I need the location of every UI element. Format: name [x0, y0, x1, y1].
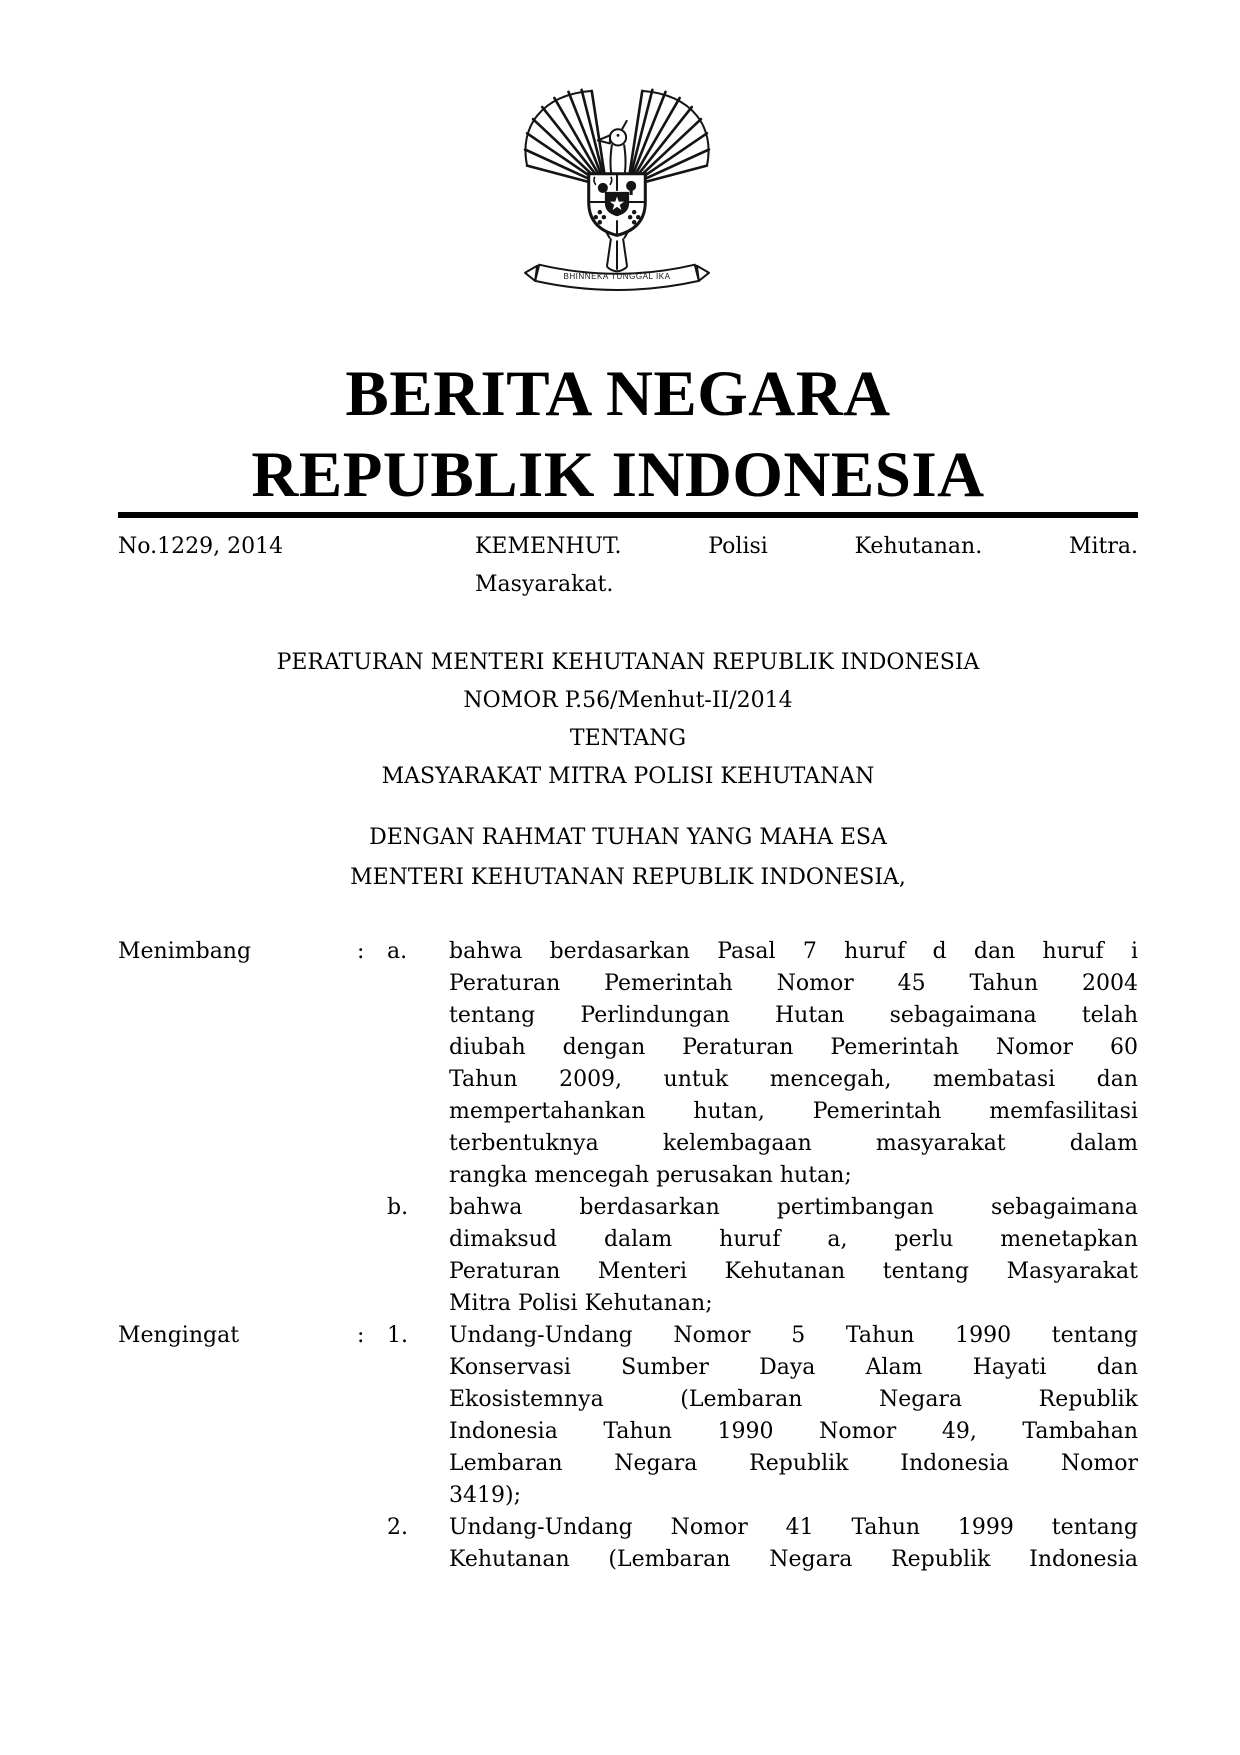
clause-section-label: Mengingat	[118, 1323, 240, 1348]
masthead-subject-line: Masyarakat.	[475, 572, 614, 597]
clause-line: diubah dengan Peraturan Pemerintah Nomor 60	[449, 1035, 1138, 1060]
clause-line: 3419);	[449, 1483, 521, 1508]
clause-line: tentang Perlindungan Hutan sebagaimana telah	[449, 1003, 1138, 1028]
clause-row	[118, 1320, 1138, 1512]
clause-line: Ekosistemnya (Lembaran Negara Republik	[449, 1387, 1138, 1412]
clause-colon: :	[357, 1323, 365, 1348]
masthead-row	[118, 528, 1138, 604]
invocation-line1: DENGAN RAHMAT TUHAN YANG MAHA ESA	[369, 825, 887, 850]
clause-line: Indonesia Tahun 1990 Nomor 49, Tambahan	[449, 1419, 1138, 1444]
clause-marker: 2.	[387, 1515, 408, 1540]
clause-line: Undang-Undang Nomor 5 Tahun 1990 tentang	[449, 1323, 1138, 1348]
emblem-banner-text: BHINNEKA TUNGGAL IKA	[563, 271, 671, 281]
gazette-number: No.1229, 2014	[118, 534, 284, 559]
clause-marker: b.	[387, 1195, 409, 1220]
clause-text	[449, 936, 1138, 1192]
clause-row	[118, 1192, 1138, 1320]
clause-line: mempertahankan hutan, Pemerintah memfasilitasi	[449, 1099, 1138, 1124]
garuda-pancasila-emblem	[521, 86, 713, 310]
clause-line: Konservasi Sumber Daya Alam Hayati dan	[449, 1355, 1138, 1380]
regulation-title	[118, 644, 1138, 796]
clause-line: bahwa berdasarkan pertimbangan sebagaimana	[449, 1195, 1138, 1220]
clause-line: bahwa berdasarkan Pasal 7 huruf d dan huruf i	[449, 939, 1138, 964]
clause-line: Peraturan Pemerintah Nomor 45 Tahun 2004	[449, 971, 1138, 996]
regulation-title-line2: NOMOR P.56/Menhut-II/2014	[463, 688, 793, 713]
clause-line: Tahun 2009, untuk mencegah, membatasi dan	[449, 1067, 1138, 1092]
clause-line: Lembaran Negara Republik Indonesia Nomor	[449, 1451, 1138, 1476]
clause-marker: a.	[387, 939, 408, 964]
clause-section-label	[118, 1512, 357, 1576]
clause-line: rangka mencegah perusakan hutan;	[449, 1163, 852, 1188]
clause-line: terbentuknya kelembagaan masyarakat dalam	[449, 1131, 1138, 1156]
regulation-title-line4: MASYARAKAT MITRA POLISI KEHUTANAN	[381, 764, 875, 789]
invocation-line2: MENTERI KEHUTANAN REPUBLIK INDONESIA,	[350, 865, 906, 890]
masthead-subject	[475, 528, 1138, 604]
garuda-emblem-drawing	[521, 86, 713, 310]
gazette-title	[0, 354, 1236, 516]
clause-row	[118, 936, 1138, 1192]
regulation-title-line3: TENTANG	[569, 726, 687, 751]
masthead-rule	[118, 512, 1138, 518]
clause-line: Kehutanan (Lembaran Negara Republik Indonesia	[449, 1547, 1138, 1572]
clause-section-label: Menimbang	[118, 939, 252, 964]
clause-text	[449, 1320, 1138, 1512]
clause-colon	[357, 1512, 387, 1576]
clause-text	[449, 1512, 1138, 1576]
clause-line: dimaksud dalam huruf a, perlu menetapkan	[449, 1227, 1138, 1252]
clause-line: Undang-Undang Nomor 41 Tahun 1999 tentang	[449, 1515, 1138, 1540]
regulation-body	[118, 936, 1138, 1576]
gazette-title-line1: BERITA NEGARA	[345, 358, 891, 430]
masthead-subject-line: KEMENHUT. Polisi Kehutanan. Mitra.	[475, 534, 1138, 559]
clause-section-label	[118, 1192, 357, 1320]
clause-text	[449, 1192, 1138, 1320]
clause-colon: :	[357, 939, 365, 964]
clause-row	[118, 1512, 1138, 1576]
gazette-title-line2: REPUBLIK INDONESIA	[251, 439, 985, 511]
clause-line: Peraturan Menteri Kehutanan tentang Masyarakat	[449, 1259, 1138, 1284]
clause-marker: 1.	[387, 1323, 408, 1348]
regulation-title-line1: PERATURAN MENTERI KEHUTANAN REPUBLIK INDONESIA	[276, 650, 980, 675]
invocation-block	[118, 818, 1138, 898]
clause-line: Mitra Polisi Kehutanan;	[449, 1291, 713, 1316]
clause-colon	[357, 1192, 387, 1320]
